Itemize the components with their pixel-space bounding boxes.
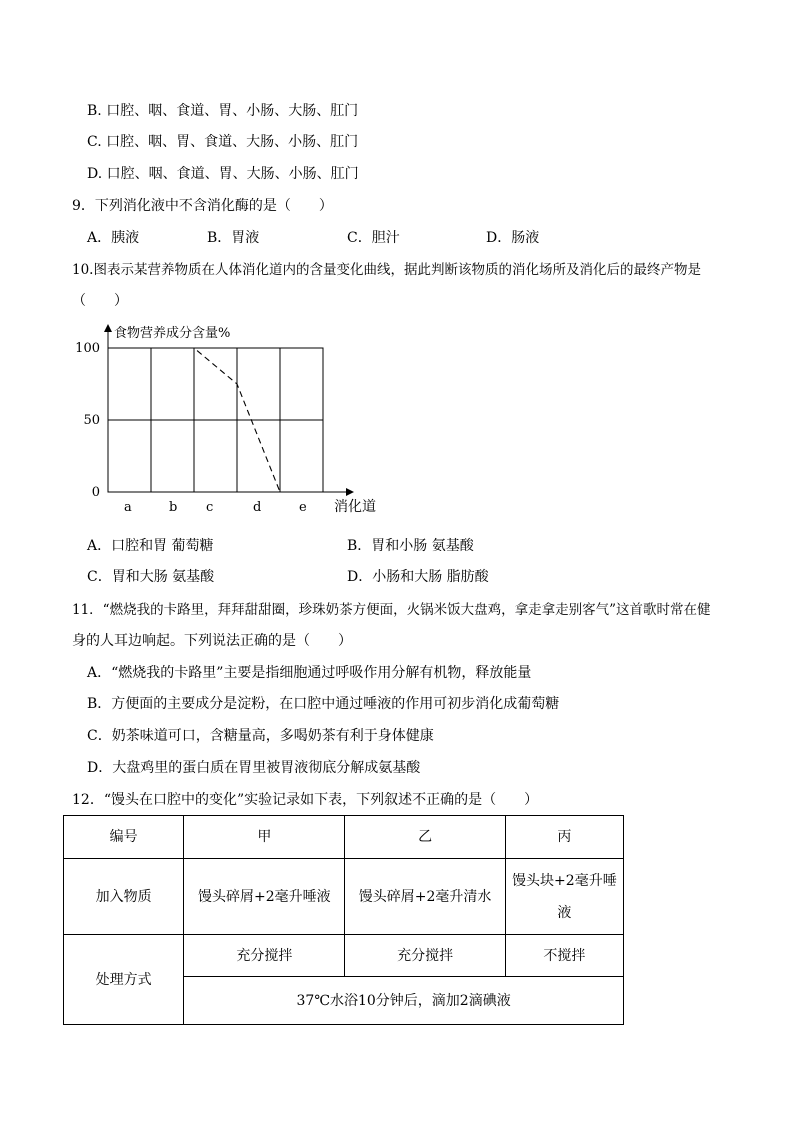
table-row-label: 处理方式 [64, 935, 184, 1025]
table-header-cell: 甲 [184, 816, 345, 859]
experiment-table [63, 815, 624, 1025]
q8-option-d: D. 口腔、咽、食道、胃、大肠、小肠、肛门 [87, 166, 359, 182]
table-cell: 馒头块+2毫升唾液 [505, 859, 623, 935]
q11-option-c: C．奶茶味道可口，含糖量高，多喝奶茶有利于身体健康 [87, 728, 434, 744]
q8-option-b: B. 口腔、咽、食道、胃、小肠、大肠、肛门 [87, 103, 359, 119]
q9-option-c: C．胆汁 [347, 230, 400, 246]
q12-stem: 12．“馒头在口腔中的变化”实验记录如下表，下列叙述不正确的是（ ） [72, 792, 539, 808]
table-header-row [64, 816, 624, 859]
table-header-cell: 乙 [345, 816, 505, 859]
y-axis-label: 食物营养成分含量% [114, 326, 231, 341]
q10-option-b: B．胃和小肠 氨基酸 [347, 538, 474, 554]
q9-stem: 9．下列消化液中不含消化酶的是（ ） [72, 198, 333, 214]
q11-stem-line2: 身的人耳边响起。下列说法正确的是（ ） [72, 633, 352, 649]
table-cell: 馒头碎屑+2毫升唾液 [184, 859, 345, 935]
x-tick-label: d [253, 500, 262, 515]
q11-option-b: B．方便面的主要成分是淀粉，在口腔中通过唾液的作用可初步消化成葡萄糖 [87, 696, 560, 712]
table-row [64, 935, 624, 977]
x-tick-label: b [169, 500, 178, 515]
x-tick-label: e [299, 500, 307, 515]
q9-option-b: B．胃液 [207, 230, 260, 246]
table-row [64, 859, 624, 935]
table-cell: 不搅拌 [505, 935, 623, 977]
y-tick-label: 100 [75, 341, 100, 356]
q8-option-c: C. 口腔、咽、胃、食道、大肠、小肠、肛门 [87, 134, 359, 150]
q11-stem-line1: 11．“燃烧我的卡路里，拜拜甜甜圈，珍珠奶茶方便面，火锅米饭大盘鸡，拿走拿走别客气”这首歌时常在健 [72, 602, 711, 618]
x-axis-label: 消化道 [334, 499, 376, 515]
q10-option-c: C．胃和大肠 氨基酸 [87, 569, 215, 585]
table-header-cell: 丙 [505, 816, 623, 859]
q10-stem-cont: （ ） [72, 293, 128, 309]
nutrient-chart [70, 320, 400, 520]
q11-option-d: D．大盘鸡里的蛋白质在胃里被胃液彻底分解成氨基酸 [87, 760, 421, 776]
q9-option-d: D．肠液 [486, 230, 540, 246]
x-tick-label: a [124, 500, 132, 515]
y-tick-label: 50 [83, 413, 100, 428]
table-cell: 充分搅拌 [345, 935, 505, 977]
q11-option-a: A．“燃烧我的卡路里”主要是指细胞通过呼吸作用分解有机物，释放能量 [87, 665, 532, 681]
table-header-cell: 编号 [64, 816, 184, 859]
x-tick-label: c [206, 500, 214, 515]
q10-option-a: A．口腔和胃 葡萄糖 [87, 538, 214, 554]
y-tick-label: 0 [91, 485, 100, 500]
q10-option-d: D．小肠和大肠 脂肪酸 [347, 569, 489, 585]
table-row-label: 加入物质 [64, 859, 184, 935]
chart-grid [108, 348, 323, 492]
table-cell-merged: 37℃水浴10分钟后，滴加2滴碘液 [184, 977, 624, 1025]
table-cell: 充分搅拌 [184, 935, 345, 977]
q10-stem: 10.图表示某营养物质在人体消化道内的含量变化曲线，据此判断该物质的消化场所及消化后的最终产物是 [72, 262, 701, 278]
table-cell: 馒头碎屑+2毫升清水 [345, 859, 505, 935]
q9-option-a: A．胰液 [87, 230, 140, 246]
